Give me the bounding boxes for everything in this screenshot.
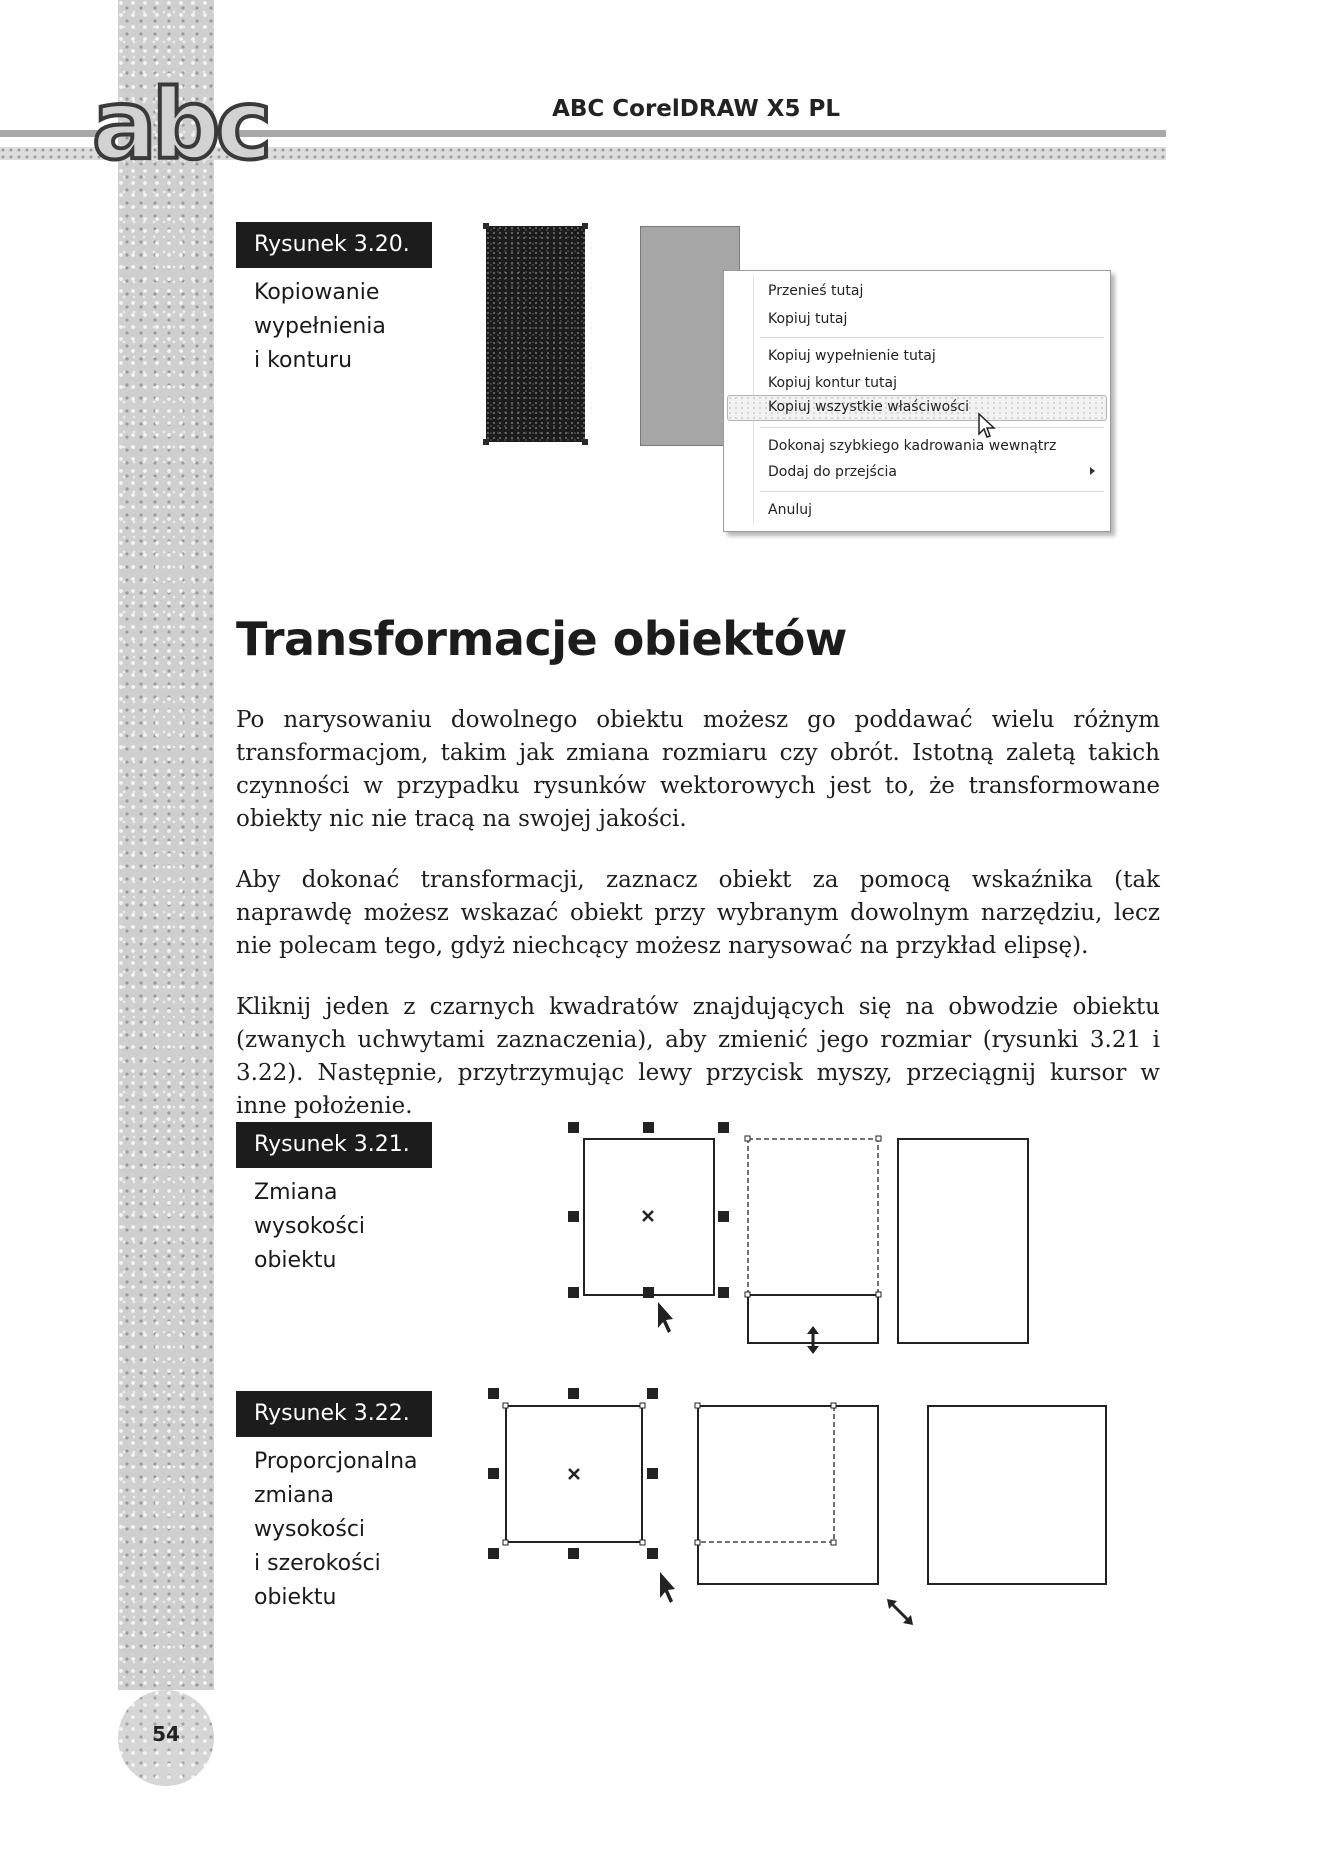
caption-line: i szerokości	[254, 1551, 381, 1576]
menu-item-copy-here[interactable]: Kopiuj tutaj	[768, 311, 848, 327]
caption-line: Proporcjonalna	[254, 1449, 418, 1474]
menu-separator	[760, 427, 1104, 428]
page-number: 54	[152, 1722, 180, 1746]
mouse-pointer-icon	[977, 412, 997, 442]
selection-node	[483, 223, 489, 229]
selection-handle	[568, 1287, 579, 1298]
arrow-cursor-icon	[658, 1302, 673, 1333]
figure-3-21-caption	[254, 1176, 454, 1278]
arrow-cursor-icon	[660, 1572, 675, 1603]
menu-item-move-here[interactable]: Przenieś tutaj	[768, 283, 864, 299]
selection-node	[582, 439, 588, 445]
selection-handle	[718, 1287, 729, 1298]
caption-line: wysokości	[254, 1517, 366, 1542]
caption-line: obiektu	[254, 1248, 337, 1273]
proportional-resize-preview	[695, 1403, 878, 1584]
selection-handle	[568, 1211, 579, 1222]
selection-handle	[647, 1548, 658, 1559]
selection-handle	[718, 1211, 729, 1222]
section-heading: Transformacje obiektów	[236, 612, 847, 666]
side-decorative-strip	[118, 0, 214, 1690]
caption-line: zmiana	[254, 1483, 334, 1508]
figure-3-20-caption	[254, 276, 454, 378]
caption-line: i konturu	[254, 348, 353, 373]
caption-line: Kopiowanie	[254, 280, 380, 305]
menu-item-quick-powerclip[interactable]: Dokonaj szybkiego kadrowania wewnątrz	[768, 438, 1057, 454]
submenu-arrow-icon	[1090, 467, 1095, 475]
selection-handle	[643, 1122, 654, 1133]
center-x-icon	[569, 1469, 579, 1479]
textured-dark-rectangle[interactable]	[486, 226, 585, 442]
figure-3-22-diagram	[480, 1380, 1120, 1630]
menu-separator	[760, 491, 1104, 492]
selection-handle	[643, 1287, 654, 1298]
menu-item-copy-all-properties[interactable]: Kopiuj wszystkie właściwości	[768, 399, 970, 415]
selection-handle	[568, 1122, 579, 1133]
header-rule	[236, 130, 1166, 137]
center-x-icon	[643, 1211, 653, 1221]
selection-node	[582, 223, 588, 229]
selection-handle	[718, 1122, 729, 1133]
selection-handle	[488, 1468, 499, 1479]
selection-handle	[568, 1388, 579, 1399]
selection-handle	[647, 1468, 658, 1479]
selected-rectangle	[568, 1122, 729, 1298]
abc-logo: abc	[92, 69, 268, 181]
resized-rectangle-result	[898, 1139, 1028, 1343]
menu-item-cancel[interactable]: Anuluj	[768, 502, 812, 518]
selection-handle	[488, 1548, 499, 1559]
selected-square	[488, 1388, 658, 1559]
diagonal-resize-cursor-icon	[887, 1599, 913, 1625]
selection-handle	[568, 1548, 579, 1559]
caption-line: wysokości	[254, 1214, 366, 1239]
running-header-title: ABC CorelDRAW X5 PL	[552, 96, 840, 122]
menu-item-copy-outline-here[interactable]: Kopiuj kontur tutaj	[768, 375, 897, 391]
context-menu	[723, 270, 1111, 532]
figure-3-20-tag: Rysunek 3.20.	[236, 222, 432, 268]
caption-line: obiektu	[254, 1585, 337, 1610]
stretched-rectangle-preview	[745, 1136, 881, 1343]
body-paragraph: Kliknij jeden z czarnych kwadratów znajdujących się na obwodzie obiektu (zwanych uchwytami zaznaczenia), aby zmienić jego rozmiar (rysunki 3.21 i 3.22). Następnie, przytrzymując lewy przycisk myszy, przeciągnij kursor w inne położenie.	[236, 994, 1160, 1119]
body-paragraph: Aby dokonać transformacji, zaznacz obiekt za pomocą wskaźnika (tak naprawdę możesz wskazać obiekt przy wybranym dowolnym narzędziu, lecz nie polecam tego, gdyż niechcący możesz narysować na przykład elipsę).	[236, 867, 1160, 959]
figure-3-21-tag: Rysunek 3.21.	[236, 1122, 432, 1168]
figure-3-22-caption	[254, 1445, 454, 1615]
caption-line: Zmiana	[254, 1180, 338, 1205]
resized-square-result	[928, 1406, 1106, 1584]
vertical-resize-cursor-icon	[807, 1326, 819, 1354]
selection-handle	[488, 1388, 499, 1399]
menu-separator	[760, 337, 1104, 338]
selection-node	[483, 439, 489, 445]
caption-line: wypełnienia	[254, 314, 386, 339]
selection-handle	[647, 1388, 658, 1399]
menu-item-copy-fill-here[interactable]: Kopiuj wypełnienie tutaj	[768, 348, 936, 364]
figure-3-21-diagram	[560, 1112, 1040, 1362]
menu-item-add-to-blend[interactable]: Dodaj do przejścia	[768, 464, 898, 480]
body-paragraph: Po narysowaniu dowolnego obiektu możesz go poddawać wielu różnym transformacjom, takim jak zmiana rozmiaru czy obrót. Istotną zaletą takich czynności w przypadku rysunków wektorowych jest to, że transformowane obiekty nic nie tracą na swojej jakości.	[236, 707, 1160, 832]
figure-3-22-tag: Rysunek 3.22.	[236, 1391, 432, 1437]
